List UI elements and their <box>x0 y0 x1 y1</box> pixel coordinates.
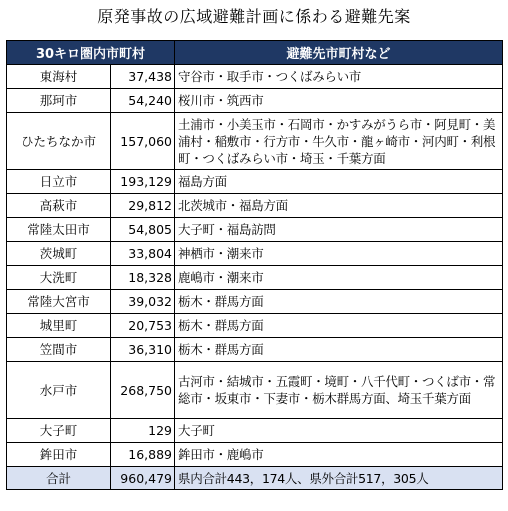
municipality-name: 茨城町 <box>7 242 111 266</box>
population: 37,438 <box>111 65 175 89</box>
municipality-name: 常陸太田市 <box>7 218 111 242</box>
table-row <box>7 362 503 419</box>
table-row <box>7 218 503 242</box>
table-row <box>7 89 503 113</box>
table-row <box>7 314 503 338</box>
population: 129 <box>111 419 175 443</box>
population: 33,804 <box>111 242 175 266</box>
table-row <box>7 65 503 89</box>
population: 54,805 <box>111 218 175 242</box>
population: 18,328 <box>111 266 175 290</box>
destinations: 栃木・群馬方面 <box>175 338 503 362</box>
total-breakdown: 県内合計443，174人、県外合計517，305人 <box>175 467 503 490</box>
table-row <box>7 419 503 443</box>
table-row <box>7 242 503 266</box>
destinations: 鹿嶋市・潮来市 <box>175 266 503 290</box>
total-population: 960,479 <box>111 467 175 490</box>
destinations: 守谷市・取手市・つくばみらい市 <box>175 65 503 89</box>
total-label: 合計 <box>7 467 111 490</box>
table-row <box>7 290 503 314</box>
table-row <box>7 338 503 362</box>
table-row <box>7 113 503 170</box>
destinations: 鉾田市・鹿嶋市 <box>175 443 503 467</box>
page-title: 原発事故の広域避難計画に係わる避難先案 <box>97 7 411 26</box>
municipality-name: 大子町 <box>7 419 111 443</box>
destinations: 桜川市・筑西市 <box>175 89 503 113</box>
municipality-name: 東海村 <box>7 65 111 89</box>
municipality-name: 城里町 <box>7 314 111 338</box>
municipality-name: ひたちなか市 <box>7 113 111 170</box>
population: 20,753 <box>111 314 175 338</box>
table-header-row <box>7 41 503 65</box>
destinations: 神栖市・潮来市 <box>175 242 503 266</box>
destinations: 栃木・群馬方面 <box>175 314 503 338</box>
municipality-name: 常陸大宮市 <box>7 290 111 314</box>
population: 29,812 <box>111 194 175 218</box>
population: 193,129 <box>111 170 175 194</box>
population: 268,750 <box>111 362 175 419</box>
table-row <box>7 194 503 218</box>
municipality-name: 鉾田市 <box>7 443 111 467</box>
municipality-name: 那珂市 <box>7 89 111 113</box>
municipality-name: 高萩市 <box>7 194 111 218</box>
destinations: 北茨城市・福島方面 <box>175 194 503 218</box>
destinations: 大子町 <box>175 419 503 443</box>
destinations: 古河市・結城市・五霞町・境町・八千代町・つくば市・常総市・坂東市・下妻市・栃木群馬方面、埼玉千葉方面 <box>175 362 503 419</box>
municipality-name: 日立市 <box>7 170 111 194</box>
population: 39,032 <box>111 290 175 314</box>
municipality-name: 水戸市 <box>7 362 111 419</box>
evacuation-table <box>6 40 503 490</box>
population: 36,310 <box>111 338 175 362</box>
population: 157,060 <box>111 113 175 170</box>
destinations: 土浦市・小美玉市・石岡市・かすみがうら市・阿見町・美浦村・稲敷市・行方市・牛久市・龍ヶ崎市・河内町・利根町・つくばみらい市・埼玉・千葉方面 <box>175 113 503 170</box>
header-destinations: 避難先市町村など <box>175 41 503 65</box>
table-row <box>7 266 503 290</box>
population: 54,240 <box>111 89 175 113</box>
header-municipality: 30キロ圏内市町村 <box>7 41 175 65</box>
municipality-name: 大洗町 <box>7 266 111 290</box>
destinations: 大子町・福島訪問 <box>175 218 503 242</box>
total-row <box>7 467 503 490</box>
destinations: 栃木・群馬方面 <box>175 290 503 314</box>
table-row <box>7 170 503 194</box>
municipality-name: 笠間市 <box>7 338 111 362</box>
destinations: 福島方面 <box>175 170 503 194</box>
table-row <box>7 443 503 467</box>
population: 16,889 <box>111 443 175 467</box>
